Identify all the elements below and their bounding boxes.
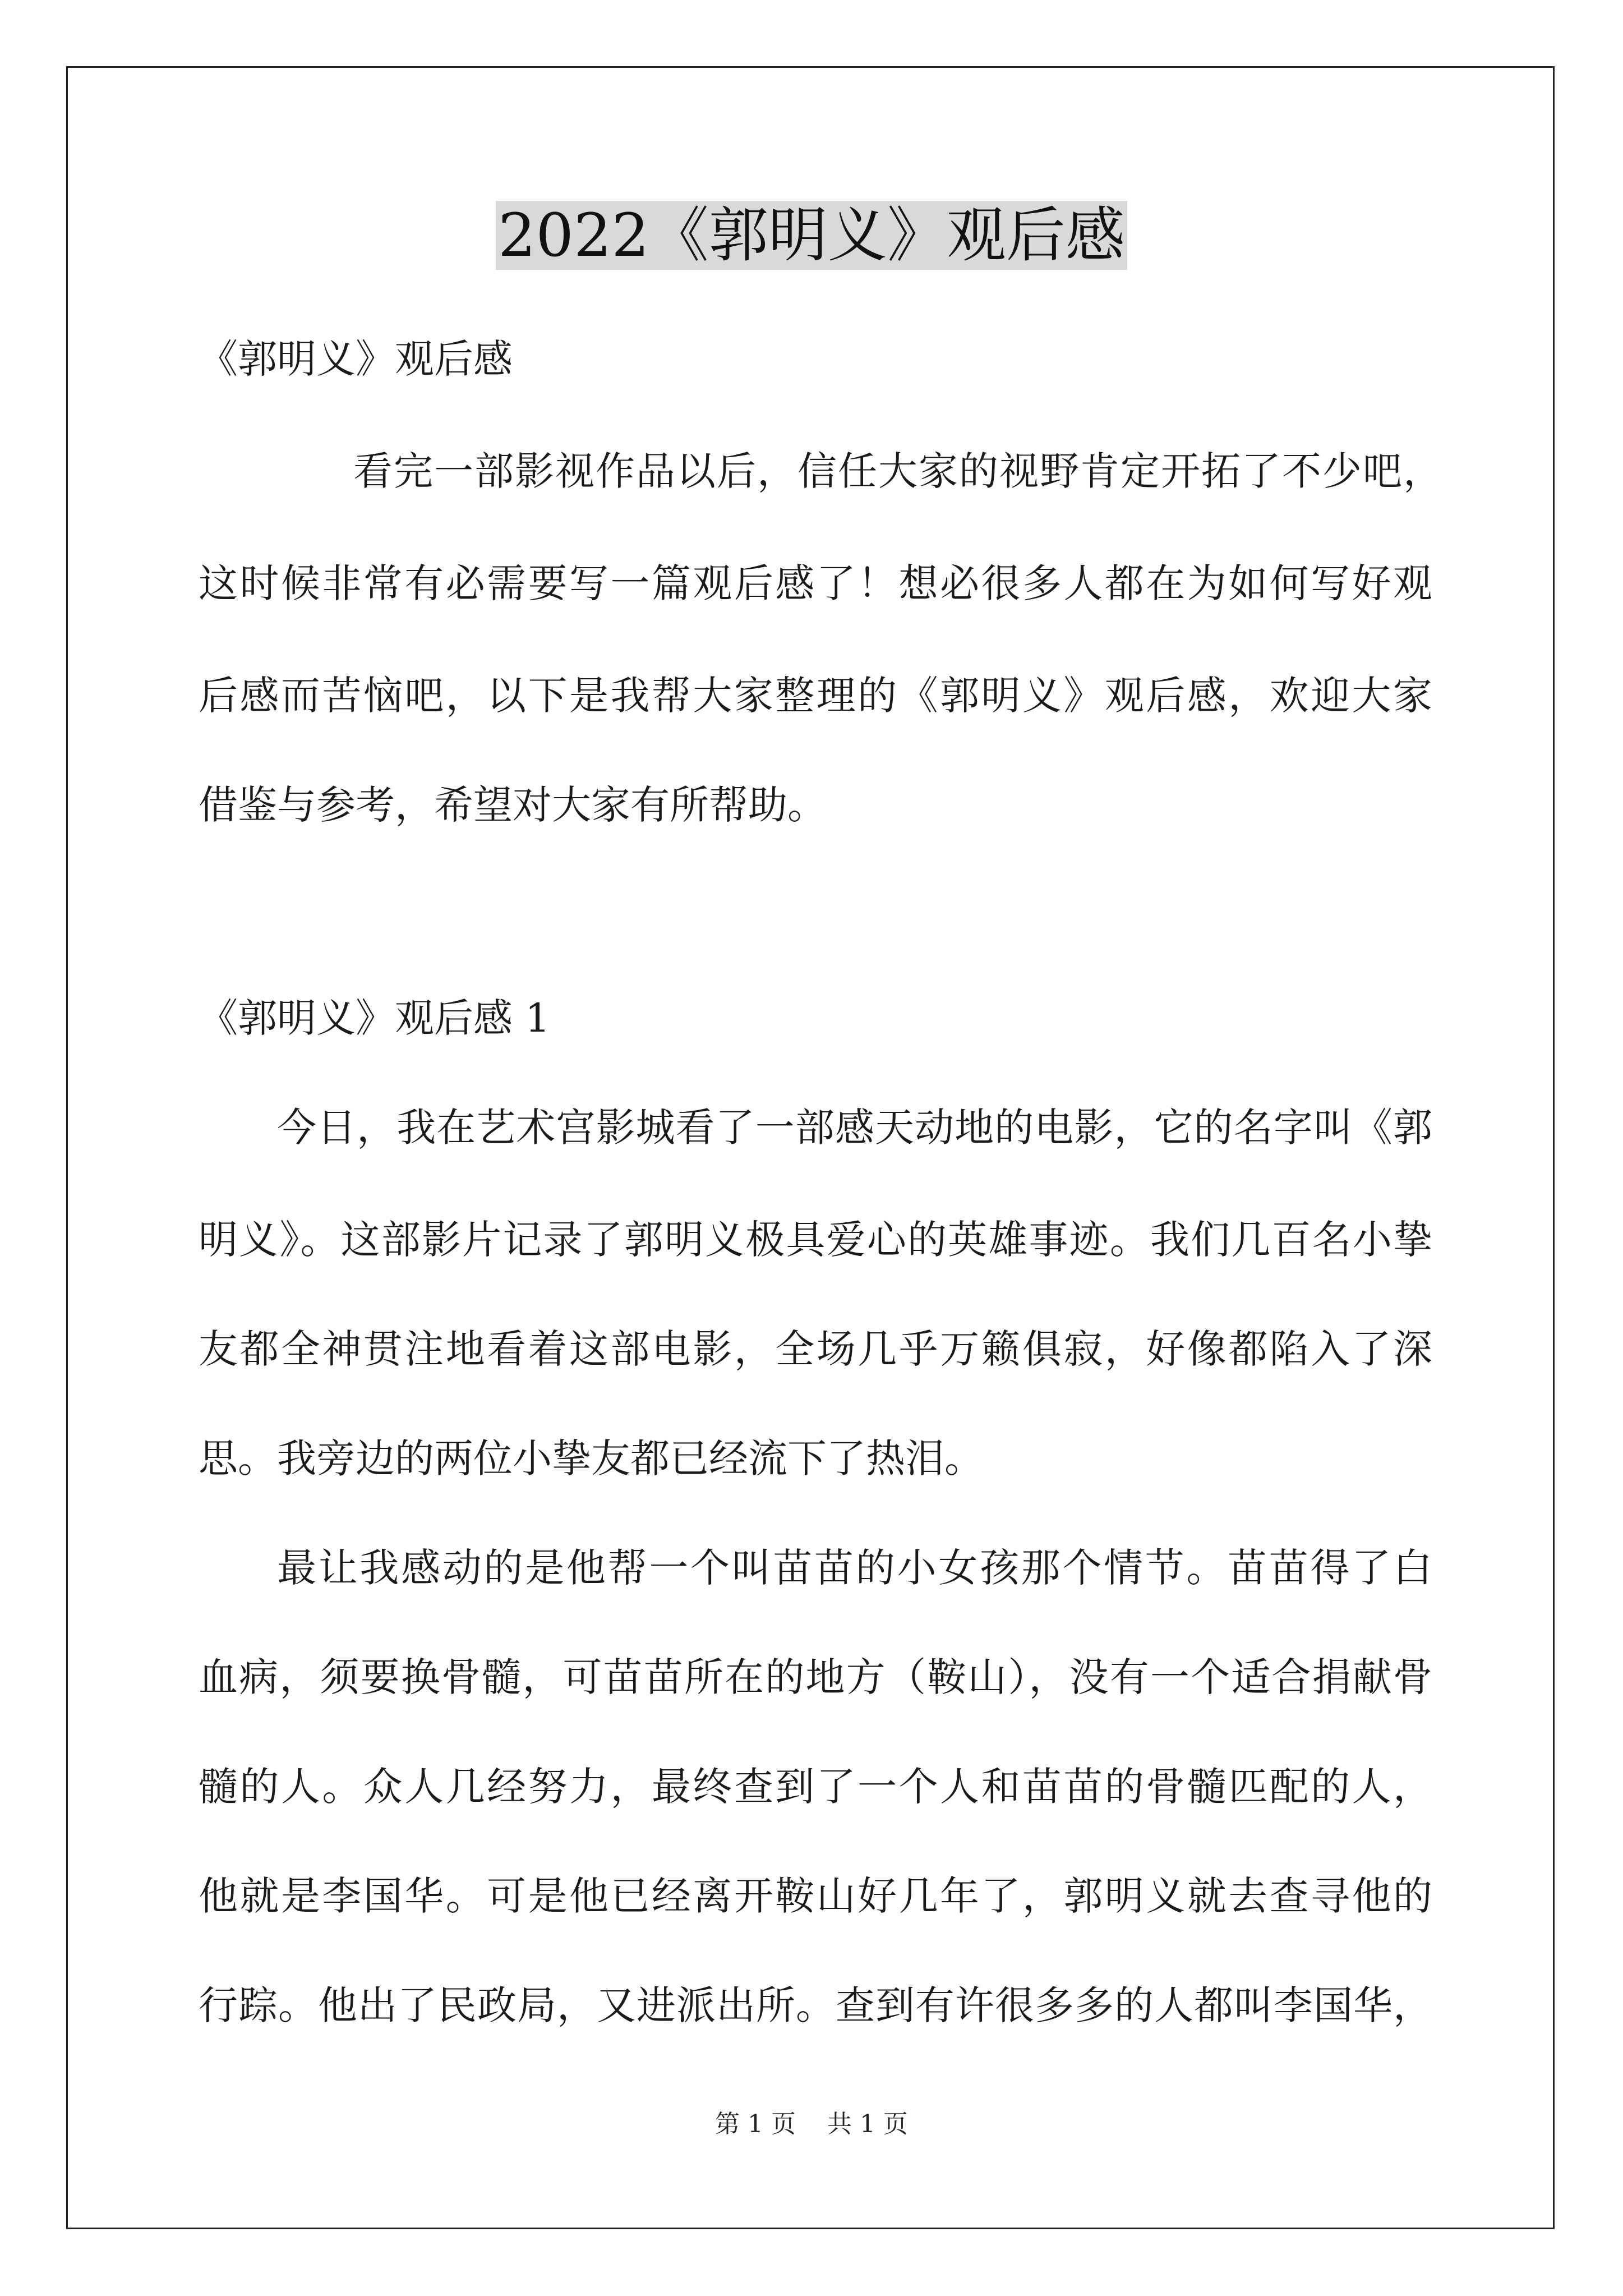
document-title-text: 2022《郭明义》观后感	[496, 201, 1127, 270]
section1-p2-line-4: 他就是李国华。可是他已经离开鞍山好几年了，郭明义就去查寻他的	[199, 1873, 1432, 1919]
section1-p1-line-2: 明义》。这部影片记录了郭明义极具爱心的英雄事迹。我们几百名小挚	[199, 1217, 1432, 1263]
section1-p2-line-5: 行踪。他出了民政局，又进派出所。查到有许很多多的人都叫李国华，	[199, 1982, 1432, 2028]
section1-p2-line-2: 血病，须要换骨髓，可苗苗所在的地方（鞍山），没有一个适合捐献骨	[199, 1654, 1432, 1700]
page-number-total: 共 1 页	[827, 2110, 908, 2138]
intro-line-4: 借鉴与参考，希望对大家有所帮助。	[199, 782, 827, 828]
document-title	[0, 194, 1623, 278]
section1-p2-line-3: 髓的人。众人几经努力，最终查到了一个人和苗苗的骨髓匹配的人，	[199, 1764, 1432, 1810]
page-number-current: 第 1 页	[715, 2110, 796, 2138]
section1-p1-line-3: 友都全神贯注地看着这部电影，全场几乎万籁俱寂，好像都陷入了深	[199, 1326, 1432, 1372]
intro-line-3: 后感而苦恼吧，以下是我帮大家整理的《郭明义》观后感，欢迎大家	[199, 673, 1432, 719]
section1-p1-line-1: 今日，我在艺术宫影城看了一部感天动地的电影，它的名字叫《郭	[277, 1105, 1432, 1151]
section1-p1-line-4: 思。我旁边的两位小挚友都已经流下了热泪。	[199, 1435, 984, 1481]
section1-p2-line-1: 最让我感动的是他帮一个叫苗苗的小女孩那个情节。苗苗得了白	[277, 1545, 1432, 1591]
intro-line-1: 看完一部影视作品以后，信任大家的视野肯定开拓了不少吧，	[353, 448, 1442, 494]
page-footer	[0, 2108, 1623, 2141]
section1-heading: 《郭明义》观后感 1	[199, 995, 550, 1041]
intro-line-2: 这时候非常有必需要写一篇观后感了！想必很多人都在为如何写好观	[199, 560, 1432, 606]
intro-heading: 《郭明义》观后感	[199, 336, 513, 382]
